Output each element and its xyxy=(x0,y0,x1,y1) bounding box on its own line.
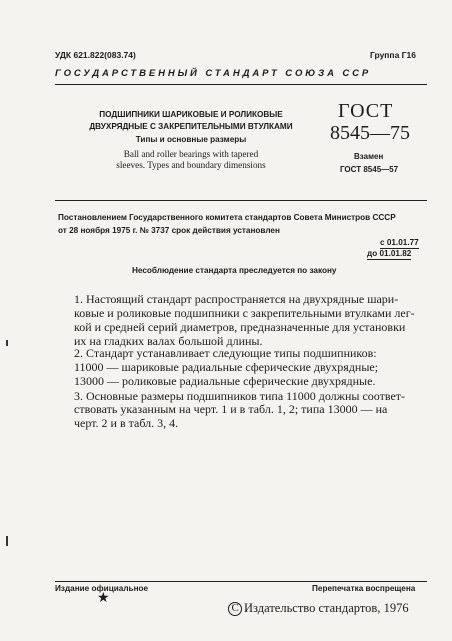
copyright-letter: C xyxy=(231,602,239,614)
title-en-line1: Ball and roller bearings with tapered xyxy=(123,149,259,159)
effective-from-date: с 01.01.77 xyxy=(380,238,419,247)
title-ru-line2: ДВУХРЯДНЫЕ С ЗАКРЕПИТЕЛЬНЫМИ ВТУЛКАМИ xyxy=(89,122,293,131)
replaces-value: ГОСТ 8545—57 xyxy=(340,165,399,174)
middle-divider xyxy=(55,200,427,201)
state-standard-heading: ГОСУДАРСТВЕННЫЙ СТАНДАРТ СОЮЗА ССР xyxy=(55,68,372,79)
gost-label: ГОСТ xyxy=(338,100,394,122)
replaces-label: Взамен xyxy=(354,152,384,161)
title-ru-line1: ПОДШИПНИКИ ШАРИКОВЫЕ И РОЛИКОВЫЕ xyxy=(99,110,283,119)
group-code: Группа Г16 xyxy=(370,50,416,60)
paragraph-3-line2: ствовать указанным на черт. 1 и в табл. 1, 2; типа 13000 — на xyxy=(74,402,388,416)
paragraph-2-line1: 2. Стандарт устанавливает следующие типы подшипников: xyxy=(74,346,377,360)
paragraph-1-line3: кой и средней серий диаметров, предназначенные для установки xyxy=(74,320,406,334)
publisher-copyright: Издательство стандартов, 1976 xyxy=(244,601,409,615)
edition-label: Издание официальное xyxy=(55,584,149,593)
star-icon: ★ xyxy=(97,591,110,606)
bearing-type-13000: 13000 — роликовые радиальные сферические двухрядные. xyxy=(74,374,376,388)
copyright-icon xyxy=(228,602,242,616)
decree-line1: Постановлением Государственного комитета стандартов Совета Министров СССР xyxy=(58,213,396,222)
paragraph-1-line2: ковые и роликовые подшипники с закрепительными втулками лег- xyxy=(74,306,415,320)
bottom-divider xyxy=(55,581,427,582)
penalty-notice: Несоблюдение стандарта преследуется по закону xyxy=(132,266,337,275)
title-ru-subtitle: Типы и основные размеры xyxy=(135,135,247,144)
gost-number: 8545—75 xyxy=(330,122,410,144)
reprint-notice: Перепечатка воспрещена xyxy=(312,584,416,593)
udk-code: УДК 621.822(083.74) xyxy=(55,50,136,60)
top-divider xyxy=(55,84,427,85)
scan-artifact xyxy=(6,536,8,546)
bearing-type-11000: 11000 — шариковые радиальные сферические двухрядные; xyxy=(74,360,379,374)
paragraph-3-line1: 3. Основные размеры подшипников типа 11000 должны соответ- xyxy=(74,389,406,403)
paragraph-1-line4: их на гладких валах большой длины. xyxy=(74,334,263,348)
title-en-line2: sleeves. Types and boundary dimensions xyxy=(116,160,266,170)
effective-to-date: до 01.01.82 xyxy=(367,249,412,258)
decree-line2: от 28 ноября 1975 г. № 3737 срок действия установлен xyxy=(58,226,280,235)
paragraph-1-line1: 1. Настоящий стандарт распространяется на двухрядные шари- xyxy=(74,292,399,306)
paragraph-3-line3: черт. 2 и в табл. 3, 4. xyxy=(74,416,179,430)
scan-artifact xyxy=(6,340,8,346)
